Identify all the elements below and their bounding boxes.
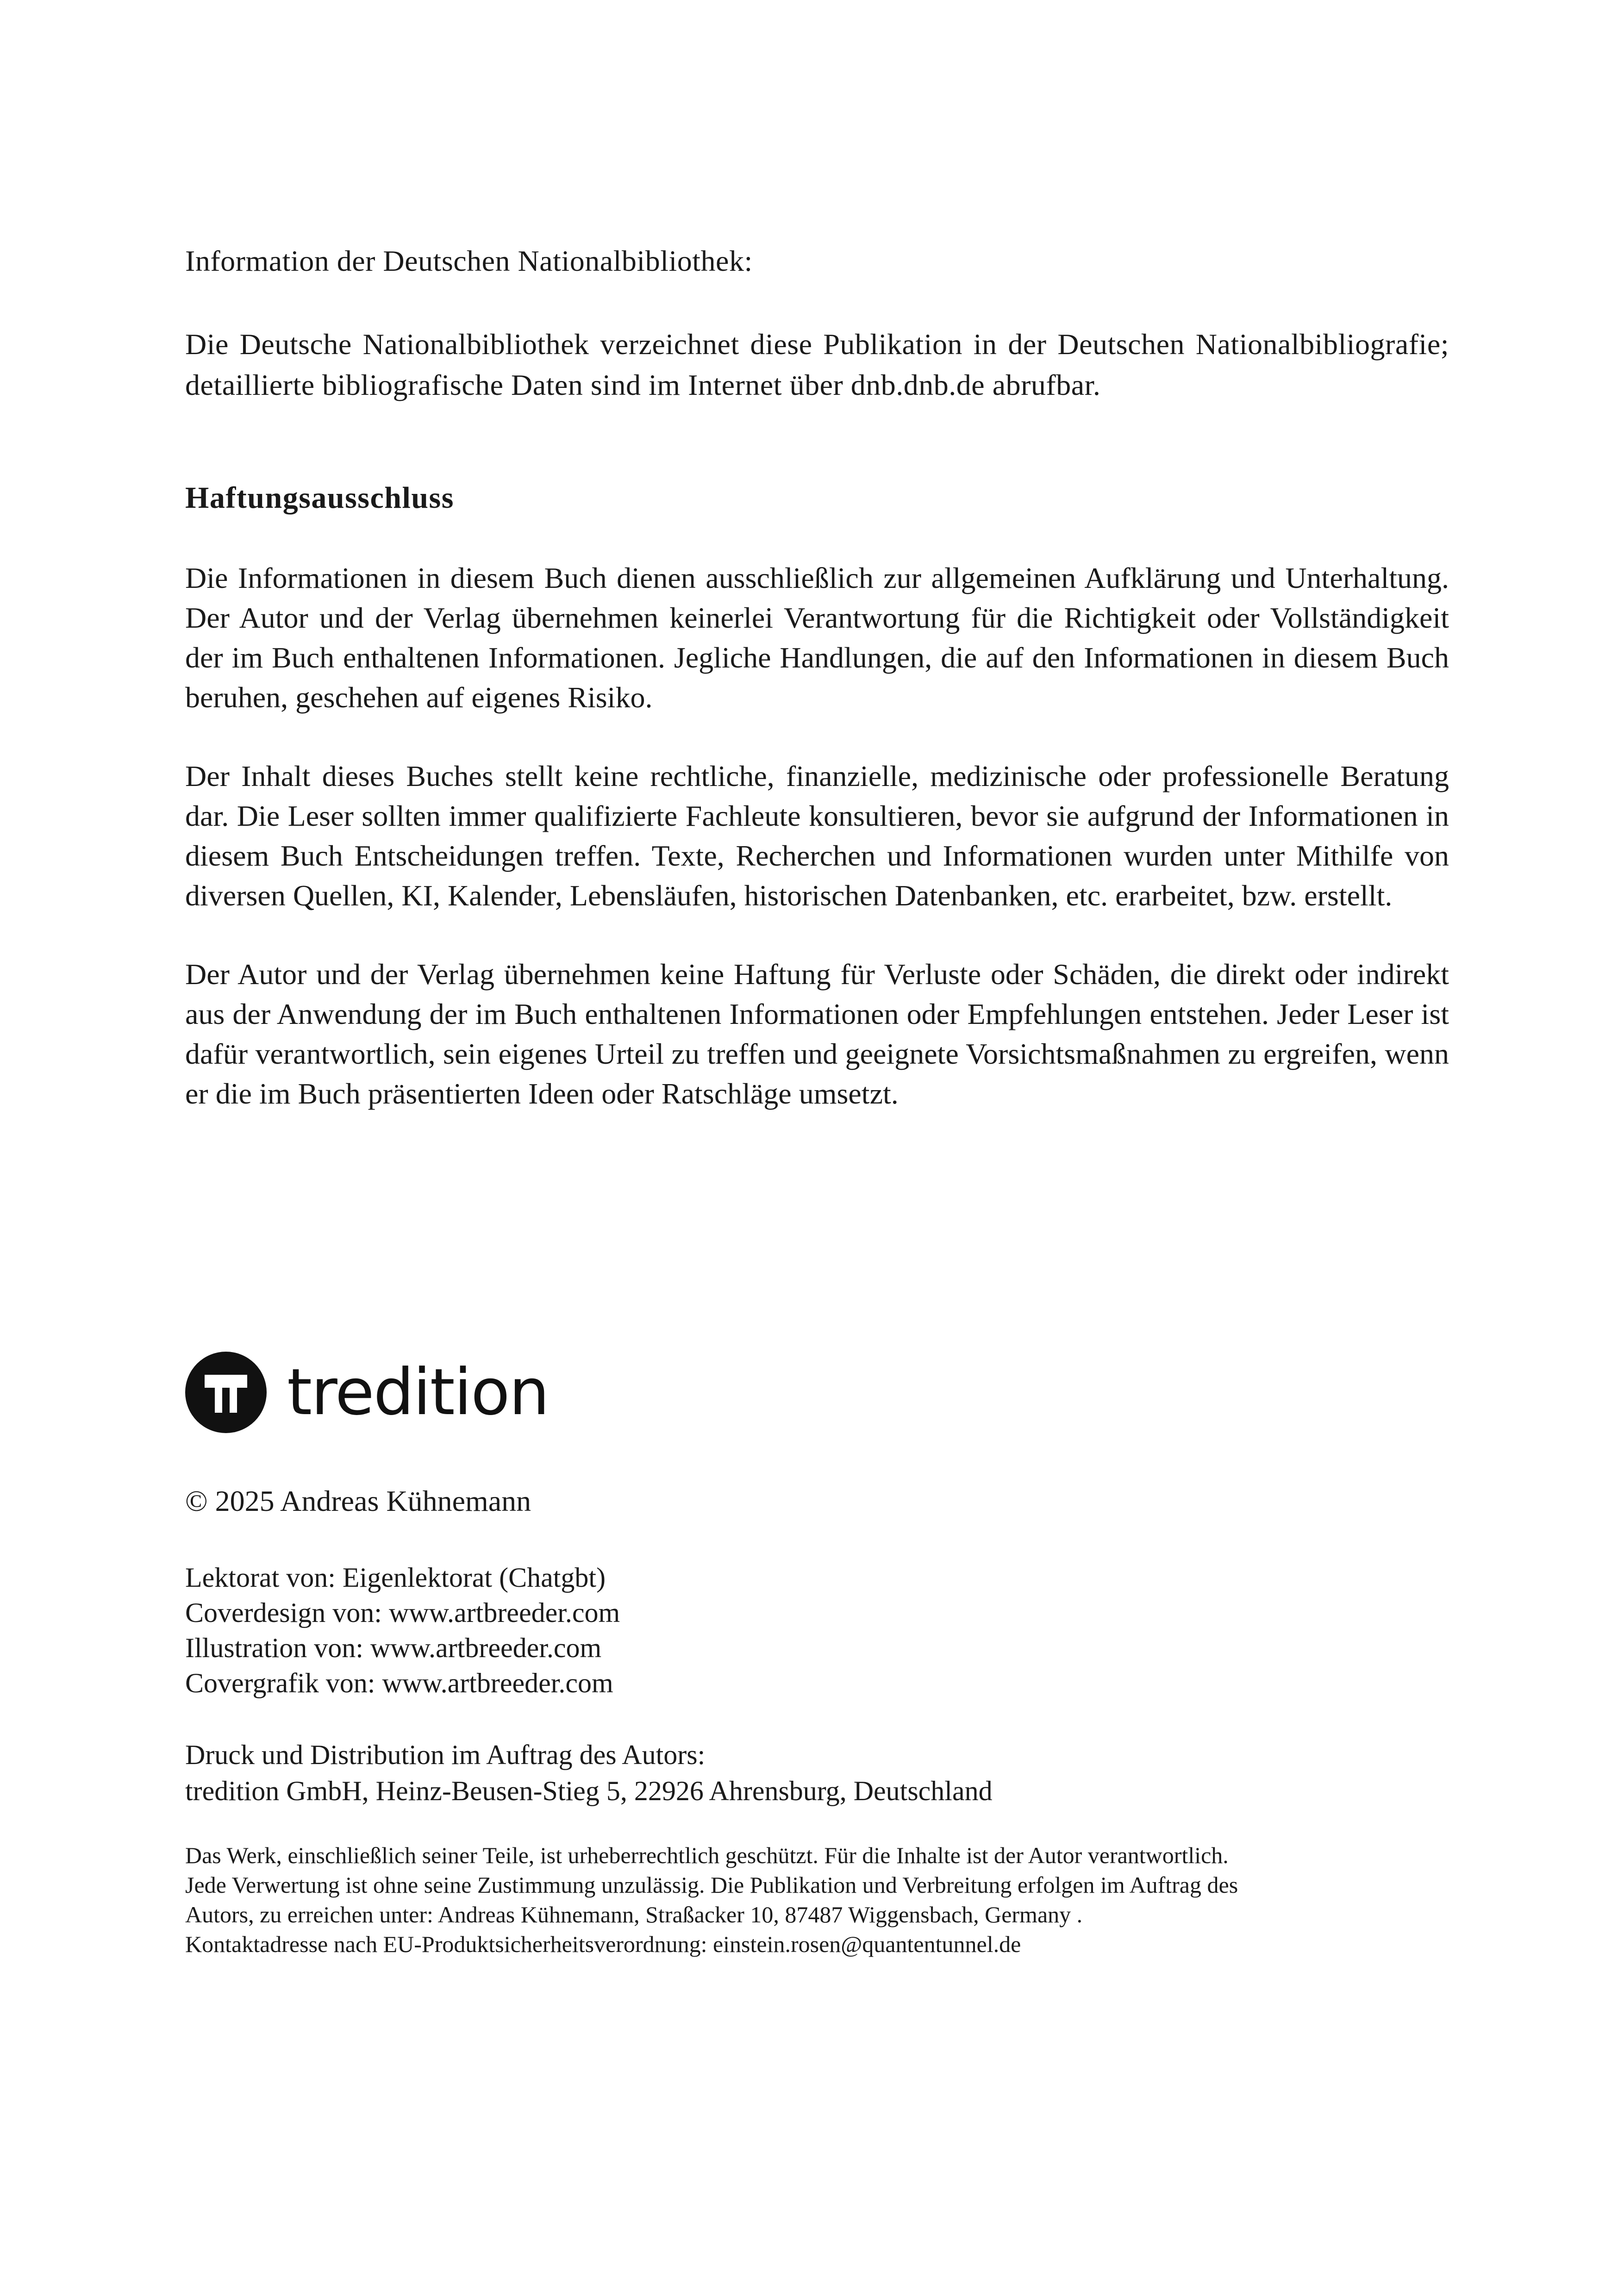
print-line-2: tredition GmbH, Heinz-Beusen-Stieg 5, 22926 Ahrensburg, Deutschland	[185, 1776, 993, 1806]
disclaimer-paragraph-3: Der Autor und der Verlag übernehmen keine Haftung für Verluste oder Schäden, die direkt oder indirekt aus der Anwendung der im Buch enthaltenen Informationen oder Empfehlungen entstehen. Jeder Leser ist dafür verantwortlich, sein eigenes Urteil zu treffen und geeignete Vorsichtsmaßnahmen zu ergreifen, wenn er die im Buch präsentierten Ideen oder Ratschläge umsetzt.	[185, 958, 1449, 1110]
disclaimer-paragraph-2: Der Inhalt dieses Buches stellt keine rechtliche, finanzielle, medizinische oder professionelle Beratung dar. Die Leser sollten immer qualifizierte Fachleute konsultieren, bevor sie aufgrund der Informationen in diesem Buch Entscheidungen treffen. Texte, Recherchen und Informationen wurden unter Mithilfe von diversen Quellen, KI, Kalender, Lebensläufen, historischen Datenbanken, etc. erarbeitet, bzw. erstellt.	[185, 760, 1449, 912]
dnb-text: Die Deutsche Nationalbibliothek verzeichnet diese Publikation in der Deutschen Nationalbibliografie; detaillierte bibliografische Daten sind im Internet über dnb.dnb.de abrufbar.	[185, 328, 1449, 401]
tredition-logo-icon	[185, 1352, 267, 1433]
disclaimer-paragraph-1: Die Informationen in diesem Buch dienen ausschließlich zur allgemeinen Aufklärung und Unterhaltung. Der Autor und der Verlag übernehmen keinerlei Verantwortung für die Richtigkeit oder Vollständigkeit der im Buch enthaltenen Informationen. Jegliche Handlungen, die auf den Informationen in diesem Buch beruhen, geschehen auf eigenes Risiko.	[185, 561, 1449, 714]
legal-line-3: Autors, zu erreichen unter: Andreas Kühnemann, Straßacker 10, 87487 Wiggensbach, Germany .	[185, 1902, 1083, 1927]
dnb-title: Information der Deutschen Nationalbibliothek:	[185, 244, 753, 277]
credit-line-illustration: Illustration von: www.artbreeder.com	[185, 1633, 602, 1663]
tredition-logo	[185, 1351, 549, 1434]
imprint-main	[185, 241, 1449, 1114]
credit-line-covergraphic: Covergrafik von: www.artbreeder.com	[185, 1668, 613, 1698]
credit-line-editing: Lektorat von: Eigenlektorat (Chatgbt)	[185, 1562, 606, 1593]
credits-block	[185, 1560, 620, 1701]
legal-notice	[185, 1840, 1449, 1959]
print-line-1: Druck und Distribution im Auftrag des Autors:	[185, 1740, 706, 1770]
legal-line-2: Jede Verwertung ist ohne seine Zustimmung unzulässig. Die Publikation und Verbreitung erfolgen im Auftrag des	[185, 1872, 1238, 1898]
logo-wordmark: tredition	[287, 1355, 549, 1429]
credit-line-coverdesign: Coverdesign von: www.artbreeder.com	[185, 1597, 620, 1628]
legal-line-1: Das Werk, einschließlich seiner Teile, ist urheberrechtlich geschützt. Für die Inhalte ist der Autor verantwortlich.	[185, 1842, 1229, 1868]
legal-line-4: Kontaktadresse nach EU-Produktsicherheitsverordnung: einstein.rosen@quantentunnel.de	[185, 1931, 1021, 1957]
print-distribution-block	[185, 1737, 993, 1809]
disclaimer-heading: Haftungsausschluss	[185, 481, 454, 515]
copyright-line: © 2025 Andreas Kühnemann	[185, 1484, 531, 1517]
